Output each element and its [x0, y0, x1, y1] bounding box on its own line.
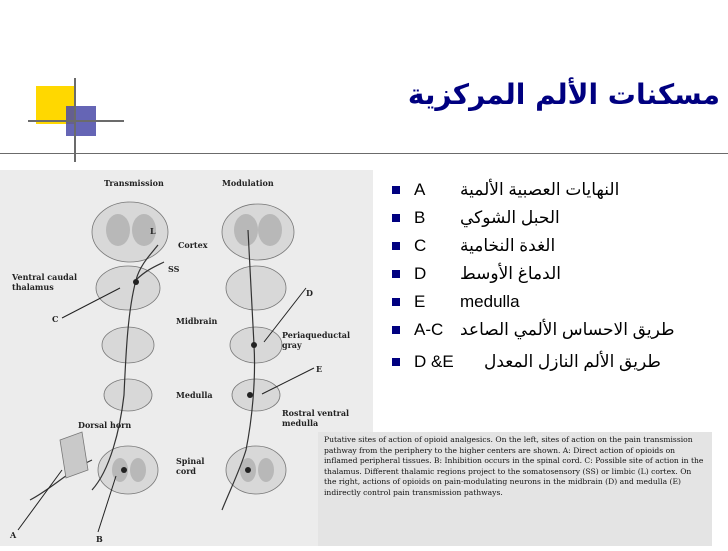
bullet-letter: C: [414, 236, 427, 255]
figure-heading-transmission: Transmission: [104, 178, 164, 188]
square-bullet-icon: [392, 242, 400, 250]
figure-label-periaqueductal: Periaqueductal: [282, 330, 351, 340]
figure-label-gray: gray: [282, 340, 302, 350]
figure-label-medulla: Medulla: [176, 390, 213, 400]
figure-label-l: L: [150, 226, 156, 236]
decor-horizontal-line: [28, 120, 124, 122]
figure-caption: Putative sites of action of opioid analgesics. On the left, sites of action on the pain transmission pathway from the periphery to the higher centers are shown. A: Direct action of opioids on inflamed peripheral tissues. B: Inhibition occurs in the spinal cord. C: Possible site of action in the thalamus. Different thalamic regions project to the somatosensory (SS) or limbic (L) cortex. On the right, actions of opioids on pain-modulating neurons in the midbrain (D) and medulla (E) indirectly control pain transmission pathways.: [318, 432, 712, 546]
bullet-text: الحبل الشوكي: [460, 208, 560, 227]
square-bullet-icon: [392, 298, 400, 306]
figure-label-thalamus: thalamus: [12, 282, 54, 292]
figure-heading-modulation: Modulation: [222, 178, 274, 188]
figure-label-rostral-medulla: medulla: [282, 418, 319, 428]
square-bullet-icon: [392, 358, 400, 366]
bullet-text: الدماغ الأوسط: [460, 264, 561, 283]
figure-label-d: D: [306, 288, 313, 298]
bullet-item: [392, 232, 722, 260]
square-bullet-icon: [392, 326, 400, 334]
bullet-text: طريق الاحساس الألمي الصاعد: [460, 320, 675, 339]
figure-label-dorsal-horn: Dorsal horn: [78, 420, 132, 430]
figure-label-c: C: [52, 314, 59, 324]
bullet-text: طريق الألم النازل المعدل: [484, 352, 661, 371]
figure-label-a: A: [10, 530, 17, 540]
bullet-letter: E: [414, 292, 426, 311]
figure-label-midbrain: Midbrain: [176, 316, 218, 326]
title-divider: [0, 153, 728, 154]
figure-label-spinal: Spinal: [176, 456, 205, 466]
bullet-letter: A: [414, 180, 426, 199]
square-bullet-icon: [392, 270, 400, 278]
bullet-item: [392, 260, 722, 288]
bullet-item: [392, 316, 722, 344]
bullet-letter: D &E: [414, 352, 454, 371]
figure-label-cortex: Cortex: [178, 240, 208, 250]
slide-title: مسكنات الألم المركزية: [407, 78, 720, 111]
bullet-item: [392, 176, 722, 204]
figure-label-rostral-ventral: Rostral ventral: [282, 408, 350, 418]
bullet-text: medulla: [460, 292, 520, 311]
square-bullet-icon: [392, 214, 400, 222]
figure-label-ss: SS: [168, 264, 180, 274]
bullet-list: [392, 176, 722, 376]
figure-label-cord: cord: [176, 466, 197, 476]
bullet-item: [392, 204, 722, 232]
bullet-letter: A-C: [414, 320, 444, 339]
figure-label-b: B: [96, 534, 103, 544]
bullet-letter: B: [414, 208, 426, 227]
figure-label-e: E: [316, 364, 323, 374]
bullet-item: [392, 288, 722, 316]
square-bullet-icon: [392, 186, 400, 194]
bullet-letter: D: [414, 264, 427, 283]
bullet-item: [392, 348, 722, 376]
bullet-text: الغدة النخامية: [460, 236, 556, 255]
figure-label-ventral-caudal: Ventral caudal: [12, 272, 77, 282]
bullet-text: النهايات العصبية الألمية: [460, 180, 620, 199]
